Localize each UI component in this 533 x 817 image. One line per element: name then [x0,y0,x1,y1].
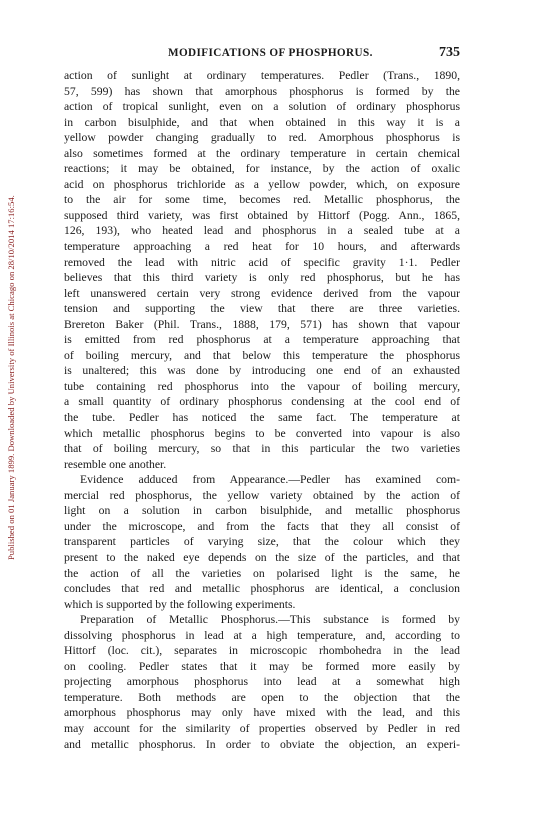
text-line: Evidence adduced from Appearance.—Pedler has examined com- [80,473,460,487]
text-line: mercial red phosphorus, the yellow variety obtained by the action of [64,488,460,502]
text-line: which is supported by the following experiments. [64,597,296,611]
text-line: resemble one another. [64,457,167,471]
text-line: Brereton Baker (Phil. Trans., 1888, 179, 571) has shown that vapour [64,317,460,331]
text-line: of boiling mercury, and that below this temperature the phosphorus [64,348,460,362]
text-line: in carbon bisulphide, and that when obtained in this way it is a [64,115,460,129]
text-line: may account for the similarity of properties observed by Pedler in red [64,721,460,735]
text-line: removed the lead with nitric acid of specific gravity 1·1. Pedler [64,255,460,269]
text-line: to the air for some time, becomes red. Metallic phosphorus, the [64,193,460,207]
text-line: also sometimes formed at the ordinary temperature in certain chemical [64,146,460,160]
text-line: that of boiling mercury, so that in this particular the two varieties [64,442,460,456]
text-line: tension and supporting the view that there are three varieties. [64,302,460,316]
text-line: Preparation of Metallic Phosphorus.—This substance is formed by [80,613,460,627]
text-line: on cooling. Pedler states that it may be formed more easily by [64,659,460,673]
running-title: MODIFICATIONS OF PHOSPHORUS. [168,47,373,59]
text-line: 126, 193), who heated lead and phosphorus in a sealed tube at a [64,224,460,238]
text-line: amorphous phosphorus may only have mixed with the lead, and this [64,706,460,720]
text-line: which metallic phosphorus begins to be converted into vapour is also [64,426,460,440]
download-watermark [6,60,20,560]
body-text [64,68,460,752]
text-line: believes that this third variety is only red phosphorus, but he has [64,271,460,285]
text-line: tube containing red phosphorus into the vapour of boiling mercury, [64,379,460,393]
text-line: 57, 599) has shown that amorphous phosphorus is formed by the [64,84,460,98]
text-line: action of tropical sunlight, even on a solution of ordinary phosphorus [64,100,460,114]
text-line: temperature approaching a red heat for 10 hours, and afterwards [64,240,460,254]
text-line: reactions; it may be obtained, for instance, by the action of oxalic [64,162,460,176]
text-line: the action of all the varieties on polarised light is the same, he [64,566,460,580]
text-line: present to the naked eye depends on the size of the particles, and that [64,550,460,564]
page-header [64,47,460,63]
text-line: light on a solution in carbon bisulphide, and metallic phosphorus [64,504,460,518]
page-number: 735 [439,45,460,60]
text-line: under the microscope, and from the facts that they all consist of [64,519,460,533]
text-line: projecting amorphous phosphorus into lead at a somewhat high [64,675,460,689]
text-line: transparent particles of varying size, that the colour which they [64,535,460,549]
text-line: is unaltered; this was done by introducing one end of an exhausted [64,364,460,378]
text-line: dissolving phosphorus in lead at a high temperature, and, according to [64,628,460,642]
text-line: Hittorf (loc. cit.), separates in microscopic rhombohedra in the lead [64,644,460,658]
text-line: left unanswered certain very strong evidence derived from the vapour [64,286,460,300]
download-watermark-text: Published on 01 January 1899. Downloaded by University of Illinois at Chicago on 28/10/2014 17:16:54. [6,195,16,560]
text-line: action of sunlight at ordinary temperatures. Pedler (Trans., 1890, [64,69,460,82]
text-line: concludes that red and metallic phosphorus are identical, a conclusion [64,582,460,596]
text-line: temperature. Both methods are open to the objection that the [64,690,460,704]
text-line: yellow powder changing gradually to red. Amorphous phosphorus is [64,131,460,145]
text-line: supposed third variety, was first obtained by Hittorf (Pogg. Ann., 1865, [64,208,460,222]
text-line: the tube. Pedler has noticed the same fact. The temperature at [64,411,460,425]
text-line: a small quantity of ordinary phosphorus condensing at the cool end of [64,395,460,409]
text-line: acid on phosphorus trichloride as a yellow powder, which, on exposure [64,177,460,191]
text-line: is emitted from red phosphorus at a temperature approaching that [64,333,460,347]
text-line: and metallic phosphorus. In order to obviate the objection, an experi- [64,737,460,751]
